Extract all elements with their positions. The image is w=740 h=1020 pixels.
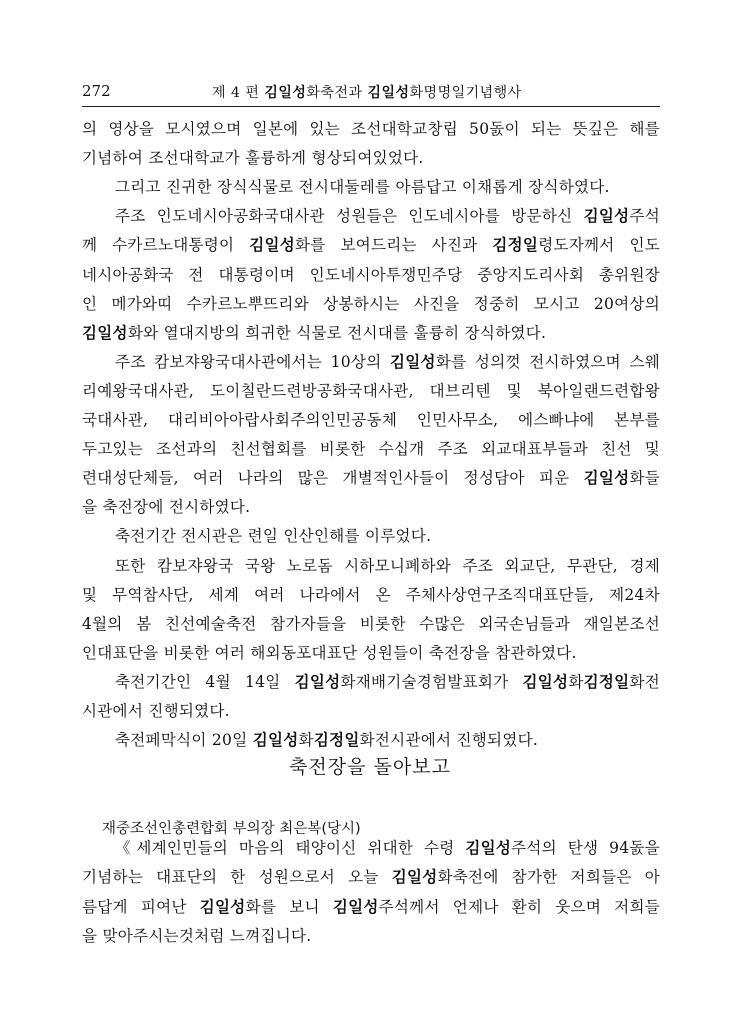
text-run: 및 무역참사단, 세계 여러 나라에서 온 주체사상연구조직대표단들, 제24차 (82, 585, 660, 604)
text-run: 을 축전장에 전시하였다. (82, 498, 251, 517)
text-line (82, 381, 660, 401)
text-run: 화들 (629, 469, 660, 488)
text-line (82, 439, 660, 459)
text-run: 련대성단체들, 여러 나라의 많은 개별적인사들이 정성담아 피운 (82, 469, 584, 488)
bold-name: 김일성 (199, 897, 246, 916)
bold-name: 김일성 (367, 85, 410, 101)
text-run: 또한 캄보쟈왕국 국왕 노로돔 시하모니폐하와 주조 외교단, 무관단, 경제 (115, 556, 660, 575)
text-run: 기념하는 대표단의 한 성원으로서 오늘 (82, 868, 392, 887)
section-heading: 축전장을 돌아보고 (289, 756, 451, 778)
bold-name: 김일성 (390, 352, 436, 371)
text-run: 화를 성의껏 전시하였으며 스웨 (435, 352, 660, 371)
text-run: 화전 (629, 672, 660, 691)
text-run: 그리고 진귀한 장식식물로 전시대둘레를 아름답고 이채롭게 장식하였다. (115, 178, 610, 197)
bold-name: 김일성 (249, 236, 296, 255)
text-run: 화 (298, 731, 314, 750)
text-run: 화 (568, 672, 584, 691)
text-run: 화와 열대지방의 희귀한 식물로 전시대를 훌륭히 장식하였다. (127, 323, 547, 342)
text-run: 《세계인민들의 마음의 태양이신 위대한 수령 (115, 839, 466, 857)
text-line (82, 410, 660, 430)
text-line (82, 265, 660, 285)
bold-name: 김정일 (313, 731, 360, 750)
text-run: 을 맞아주시는것처럼 느껴집니다. (82, 926, 312, 945)
text-run: 인 메가와띠 수카르노뿌뜨리와 상봉하시는 사진을 정중히 모시고 20여상의 (82, 294, 660, 313)
text-line (82, 497, 660, 517)
text-run: 네시아공화국 전 대통령이며 인도네시아투쟁민주당 중앙지도리사회 총위원장 (82, 265, 660, 284)
text-run: 령도자께서 인도 (538, 236, 660, 255)
text-run: 화명명일기념행사 (409, 85, 522, 101)
text-run: 화재배기술경험발표회가 (340, 672, 523, 691)
bold-name: 김일성 (252, 731, 299, 750)
text-line (115, 556, 660, 576)
text-line (115, 177, 660, 197)
text-run: 화축전에 참가한 저희들은 아 (437, 868, 660, 887)
text-run: 화를 보니 (245, 897, 333, 916)
text-line (82, 323, 660, 343)
text-run: 축전페막식이 20일 (115, 731, 253, 750)
text-run: 의 영상을 모시였으며 일본에 있는 조선대학교창립 50돐이 되는 뜻깊은 해를 (82, 120, 660, 138)
text-run: 주석의 탄생 94돐을 (511, 839, 660, 857)
text-run: 기념하여 조선대학교가 훌륭하게 형상되여있었다. (82, 149, 424, 168)
section-byline: 재중조선인총련합회 부의장 최은복(당시) (102, 821, 361, 837)
text-line (115, 352, 660, 372)
bold-name: 김일성 (294, 672, 341, 691)
text-line (115, 730, 660, 750)
text-line (115, 206, 660, 226)
bold-name: 김일성 (583, 207, 630, 226)
text-line (82, 867, 660, 887)
text-run: 주조 인도네시아공화국대사관 성원들은 인도네시아를 방문하신 (115, 207, 584, 226)
text-line (82, 614, 660, 634)
text-run: 화전시관에서 진행되였다. (359, 731, 539, 750)
bold-name: 김일성 (391, 868, 438, 887)
text-run: 축전기간 전시관은 련일 인산인해를 이루었다. (115, 527, 432, 546)
text-run: 인대표단을 비롯한 여러 해외동포대표단 성원들이 축전장을 참관하였다. (82, 643, 577, 662)
text-run: 두고있는 조선과의 친선협회를 비롯한 수십개 주조 외교대표부들과 친선 및 (82, 440, 660, 459)
text-run: 제 4 편 (212, 85, 265, 101)
text-line (82, 148, 660, 168)
bold-name: 김일성 (465, 839, 512, 857)
text-run: 주조 캄보쟈왕국대사관에서는 10상의 (115, 352, 391, 371)
text-run: 주석 (629, 207, 660, 226)
page-number: 272 (82, 82, 111, 100)
text-line (82, 119, 660, 139)
bold-name: 김일성 (264, 85, 307, 101)
header-rule (82, 106, 660, 107)
text-run: 4월의 봄 친선예술축전 참가자들을 비롯한 수많은 외국손님들과 재일본조선 (82, 614, 660, 633)
bold-name: 김일성 (522, 672, 569, 691)
text-line (82, 468, 660, 488)
bold-name: 김일성 (583, 469, 630, 488)
text-line (82, 294, 660, 314)
text-line (115, 838, 660, 858)
bold-name: 김일성 (82, 323, 128, 342)
bold-name: 김일성 (332, 897, 379, 916)
text-run: 시관에서 진행되였다. (82, 702, 230, 720)
text-line (115, 672, 660, 692)
bold-name: 김정일 (583, 672, 630, 691)
text-line (82, 643, 660, 663)
text-line (82, 897, 660, 917)
text-line (82, 701, 660, 721)
text-run: 국대사관, 대리비아아랍사회주의인민공동체 인민사무소, 에스빠냐에 본부를 (82, 411, 660, 429)
text-run: 께 수카르노대통령이 (82, 236, 250, 255)
text-line (82, 585, 660, 605)
text-line (82, 926, 660, 946)
text-run: 화를 보여드리는 사진과 (295, 236, 493, 255)
page-header (82, 82, 660, 104)
bold-name: 김정일 (492, 236, 539, 255)
running-title (212, 82, 522, 102)
text-run: 름답게 피여난 (82, 897, 200, 916)
text-line (82, 235, 660, 255)
text-run: 축전기간인 4월 14일 (115, 672, 295, 691)
text-run: 리예왕국대사관, 도이칠란드련방공화국대사관, 대브리텐 및 북아일랜드련합왕 (82, 381, 660, 400)
text-line (115, 526, 660, 546)
text-run: 화축전과 (306, 85, 368, 101)
text-run: 주석께서 언제나 환히 웃으며 저희들 (378, 897, 660, 916)
